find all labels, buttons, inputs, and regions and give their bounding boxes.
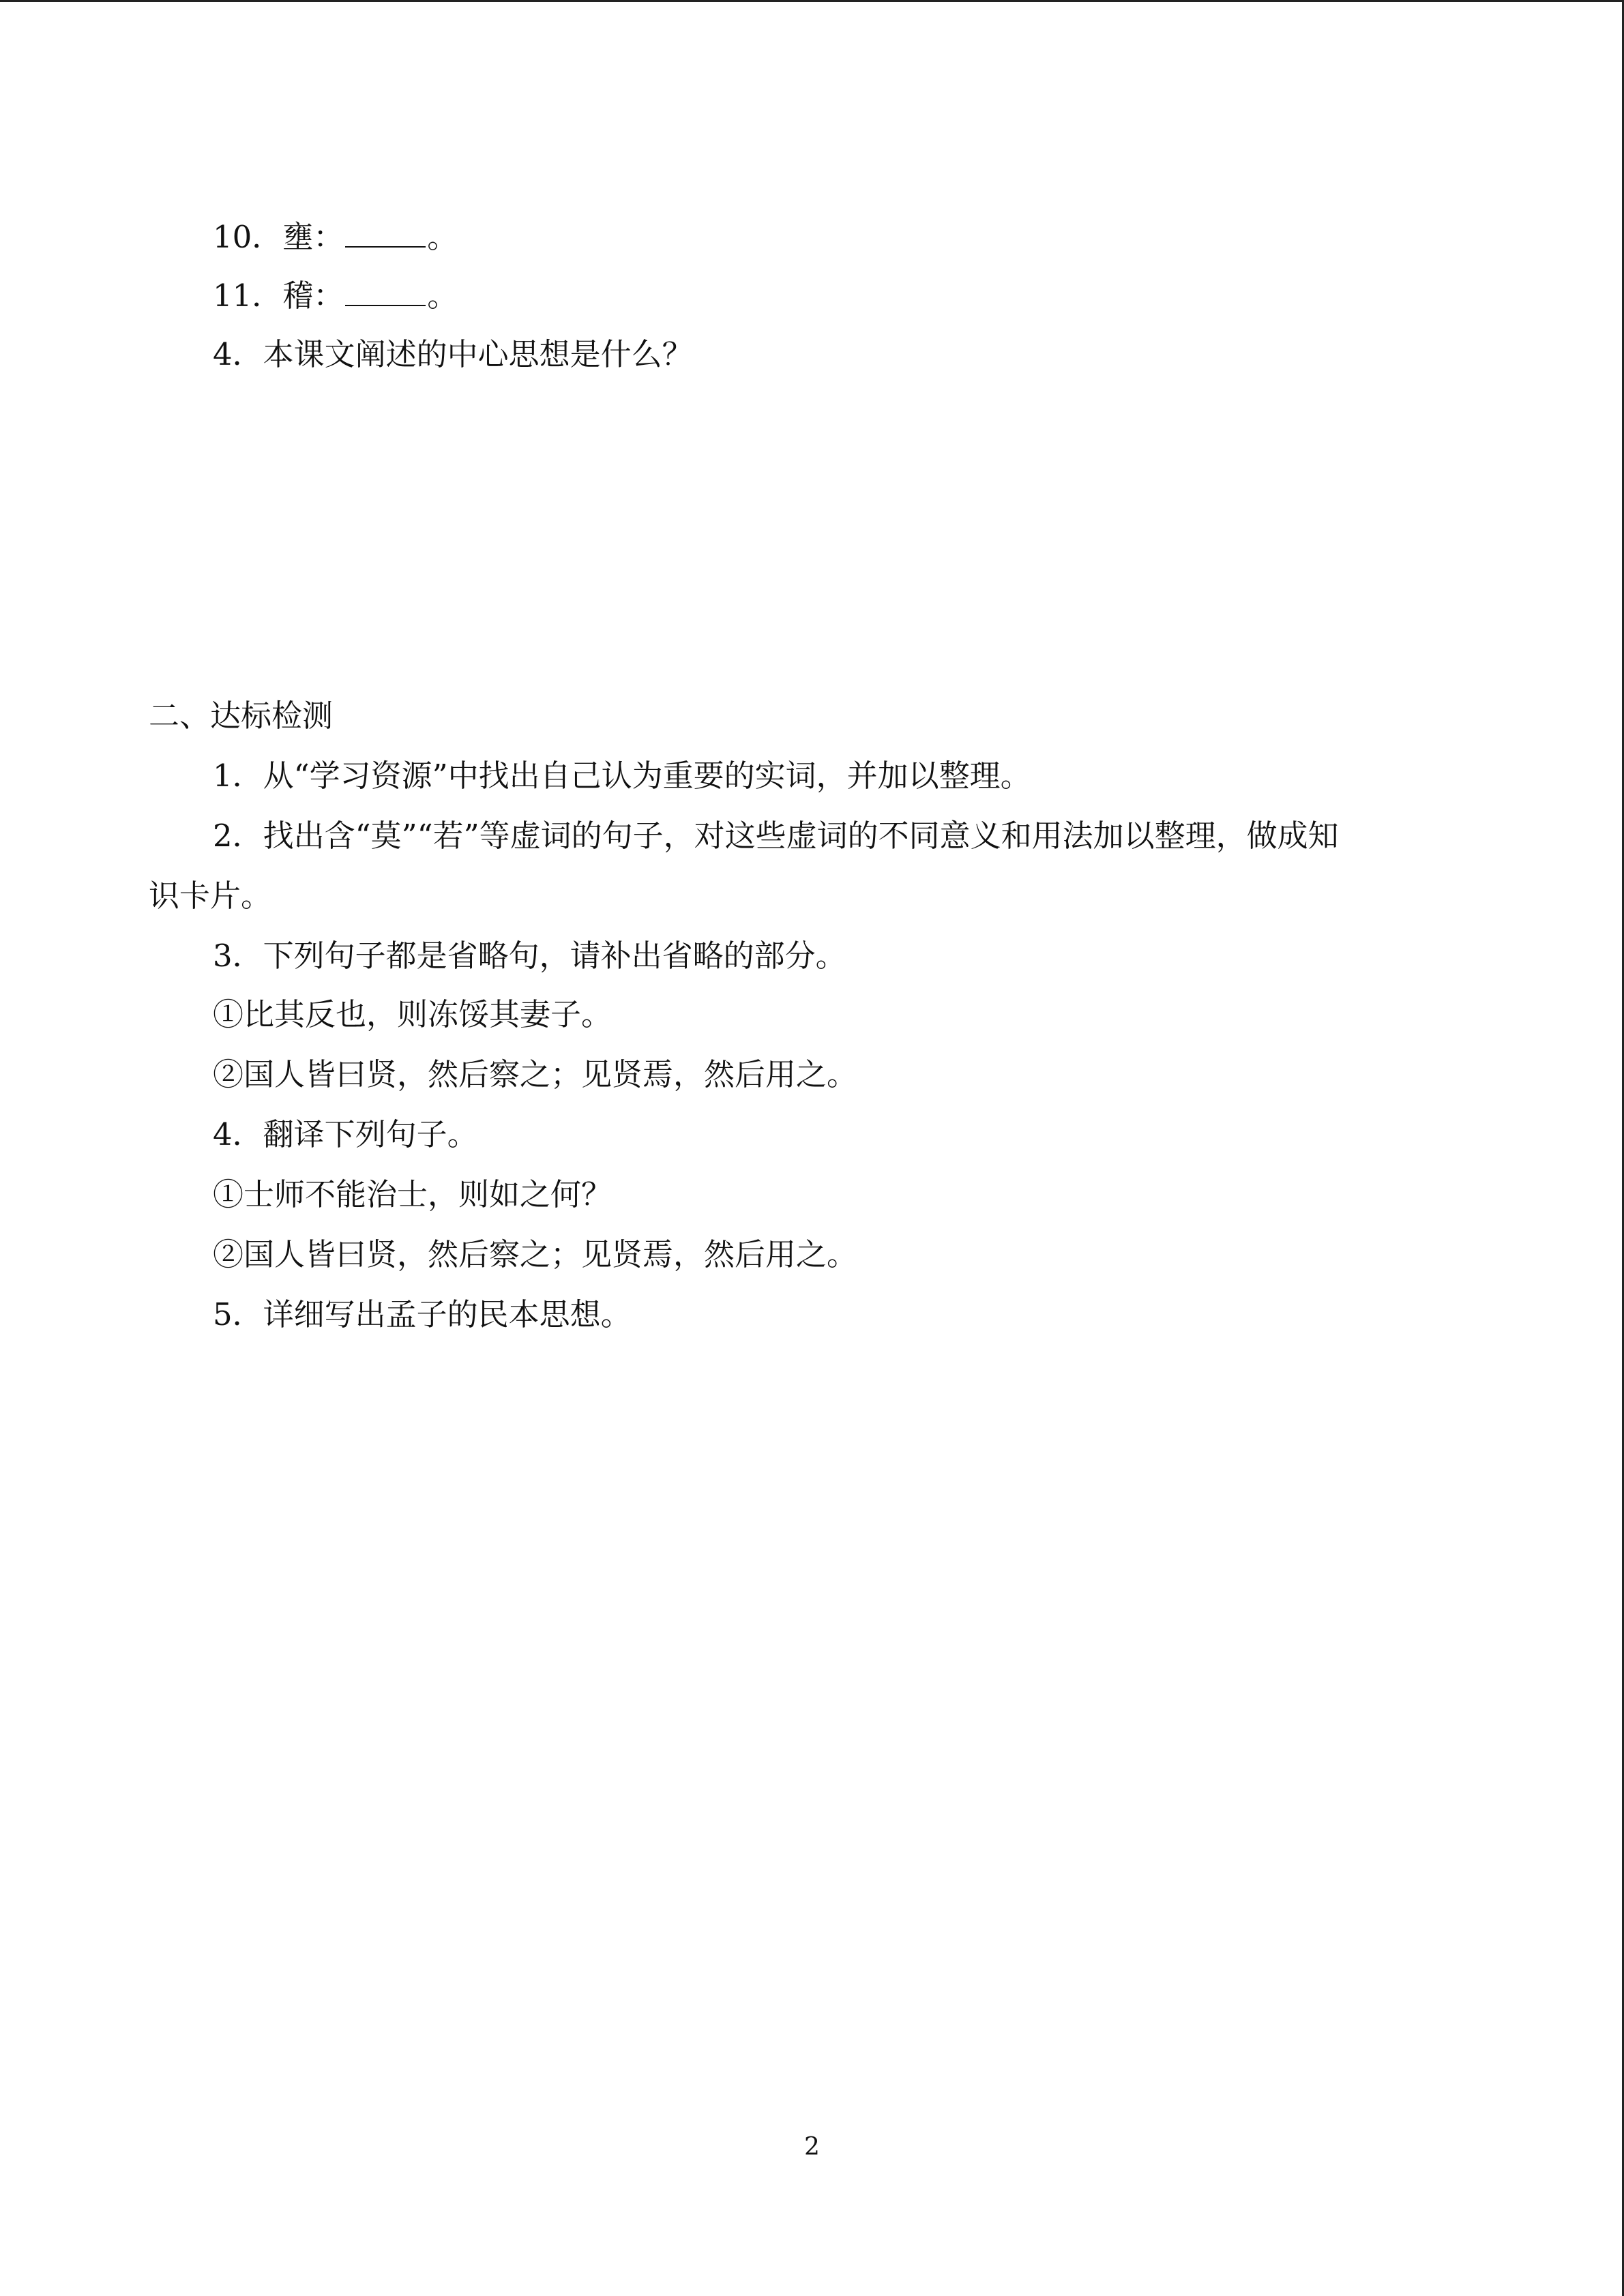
question-5: 5．详细写出孟子的民本思想。 [213,1296,632,1332]
item-character: 壅： [282,219,344,255]
section-heading: 二、达标检测 [149,698,334,734]
answer-blank[interactable] [345,278,426,306]
question-4-sentence-2: ②国人皆曰贤，然后察之；见贤焉，然后用之。 [213,1236,858,1272]
item-number: 10 [213,219,252,255]
question-4: 4．翻译下列句子。 [213,1116,478,1152]
fill-item-11: 11．稽： 。 [213,278,458,314]
question-central-idea: 4．本课文阐述的中心思想是什么？ [213,336,693,372]
question-3-sentence-2: ②国人皆曰贤，然后察之；见贤焉，然后用之。 [213,1056,858,1092]
answer-blank[interactable] [345,219,426,248]
page-number: 2 [804,2133,820,2161]
question-3: 3．下列句子都是省略句，请补出省略的部分。 [213,938,846,974]
item-end: 。 [427,278,458,314]
question-3-sentence-1: ①比其反也，则冻馁其妻子。 [213,996,612,1032]
item-end: 。 [427,219,458,255]
question-2-line-1: 2．找出含“莫”“若”等虚词的句子，对这些虚词的不同意义和用法加以整理，做成知 [213,818,1339,854]
item-number: 11 [213,278,252,314]
page-border-top [0,0,1624,2]
question-4-sentence-1: ①士师不能治士，则如之何？ [213,1176,612,1212]
fill-item-10: 10．壅： 。 [213,219,458,255]
question-1: 1．从“学习资源”中找出自己认为重要的实词，并加以整理。 [213,758,1031,794]
item-character: 稽： [282,278,344,314]
question-2-line-2: 识卡片。 [149,878,272,914]
